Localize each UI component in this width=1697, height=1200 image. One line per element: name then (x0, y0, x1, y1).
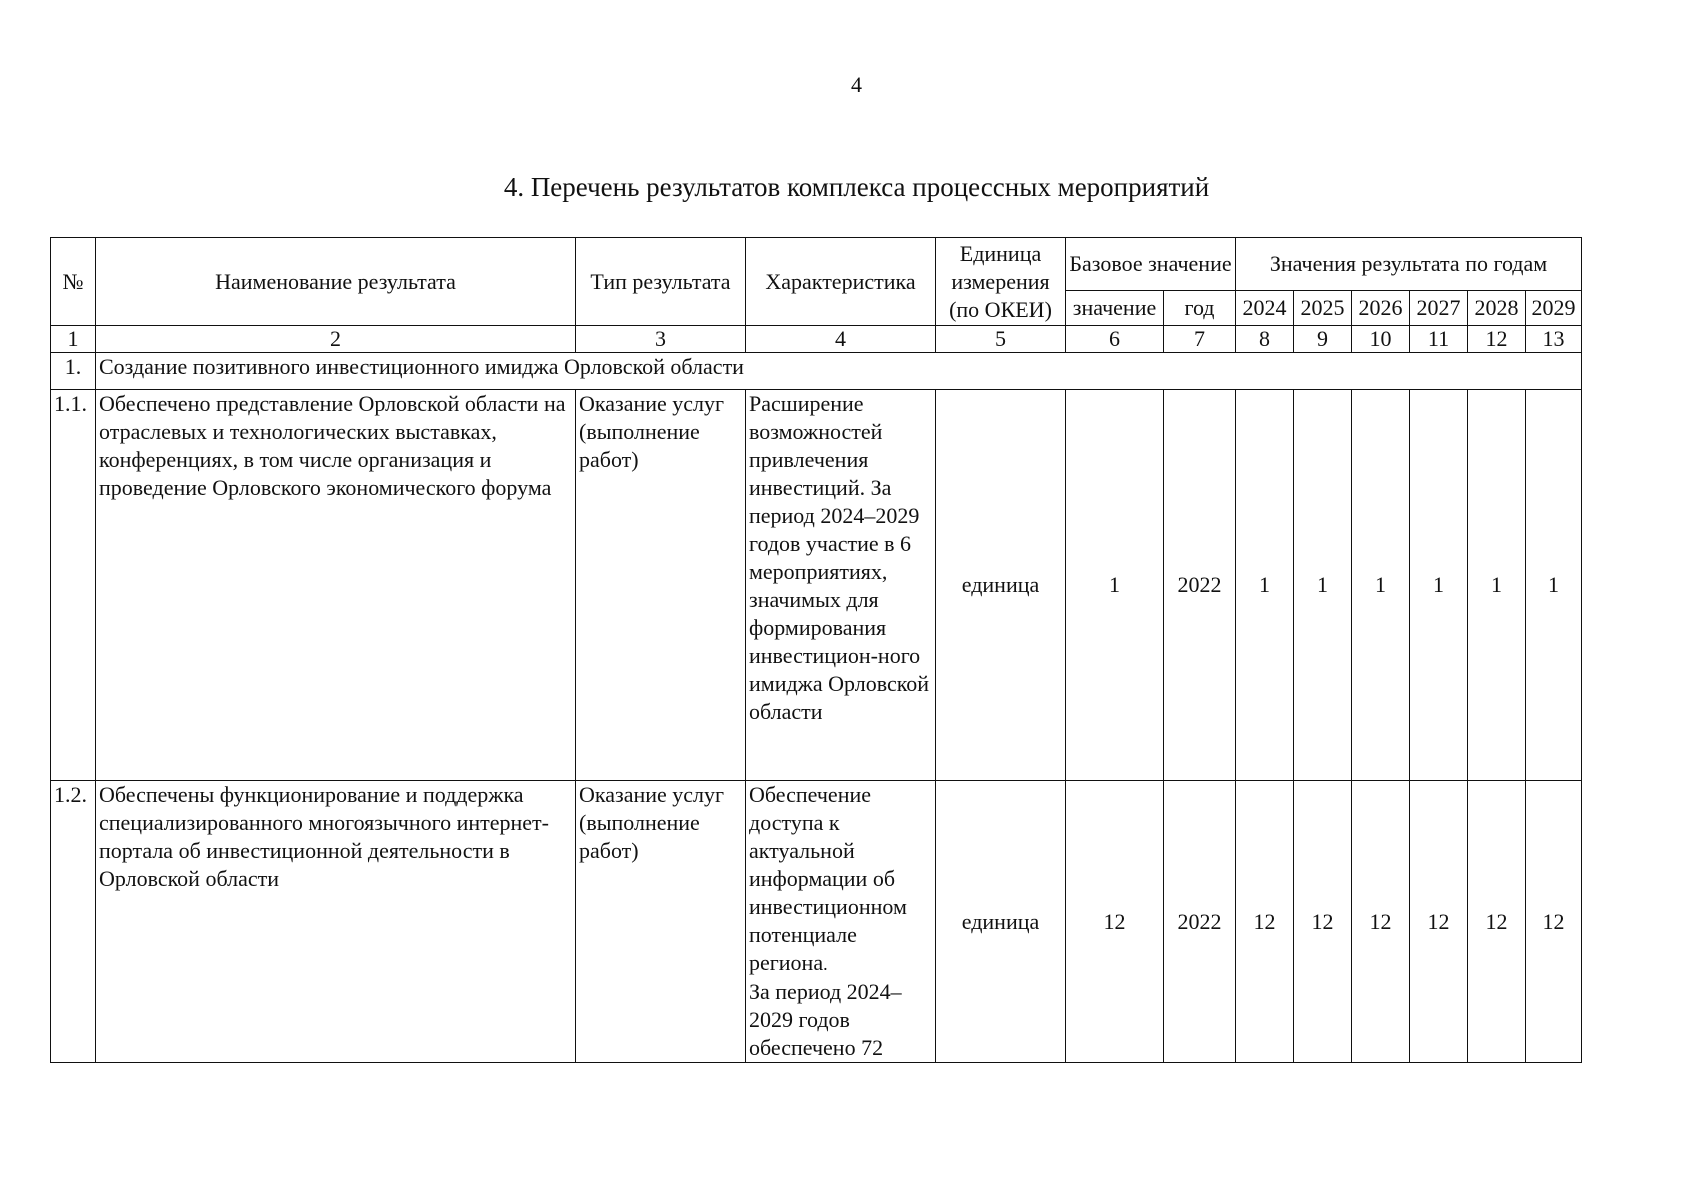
header-name: Наименование результата (96, 238, 576, 326)
row-number: 1.1. (51, 390, 96, 781)
column-number: 11 (1410, 326, 1468, 353)
header-base-year: год (1164, 291, 1236, 326)
header-year: 2024 (1236, 291, 1294, 326)
characteristic-text: Обеспечение доступа к актуальной информации об инвестиционном потенциале региона (749, 782, 907, 975)
characteristic-text: За период 2024–2029 годов обеспечено 72 (749, 979, 902, 1060)
section-row (51, 353, 1582, 390)
column-number: 7 (1164, 326, 1236, 353)
year-value-cell: 12 (1410, 781, 1468, 1063)
column-number: 4 (746, 326, 936, 353)
column-number: 2 (96, 326, 576, 353)
table-row (51, 781, 1582, 1063)
base-year-cell: 2022 (1164, 390, 1236, 781)
page-number: 4 (851, 72, 862, 97)
unit-cell: единица (936, 781, 1066, 1063)
header-year: 2025 (1294, 291, 1352, 326)
header-base: Базовое значение (1066, 238, 1236, 291)
result-characteristic: Расширение возможностей привлечения инвестиций. За период 2024–2029 годов участие в 6 мероприятиях, значимых для формирования инвестицион-ного имиджа Орловской области (746, 390, 936, 781)
table-row (51, 390, 1582, 781)
result-type: Оказание услуг (выполнение работ) (576, 781, 746, 1063)
year-value-cell: 1 (1352, 390, 1410, 781)
year-value-cell: 12 (1526, 781, 1582, 1063)
year-value-cell: 12 (1294, 781, 1352, 1063)
header-year: 2026 (1352, 291, 1410, 326)
year-value-cell: 12 (1468, 781, 1526, 1063)
header-by-years: Значения результата по годам (1236, 238, 1582, 291)
header-base-value: значение (1066, 291, 1164, 326)
characteristic-period: . (823, 954, 828, 974)
section-number: 1. (51, 353, 96, 390)
column-number: 3 (576, 326, 746, 353)
column-number: 1 (51, 326, 96, 353)
year-value-cell: 1 (1468, 390, 1526, 781)
result-characteristic (746, 781, 936, 1063)
year-value-cell: 1 (1526, 390, 1582, 781)
year-value-cell: 1 (1236, 390, 1294, 781)
column-number: 8 (1236, 326, 1294, 353)
header-year: 2028 (1468, 291, 1526, 326)
result-name: Обеспечено представление Орловской области на отраслевых и технологических выставках, конференциях, в том числе организация и проведение Орловского экономического форума (96, 390, 576, 781)
header-number: № (51, 238, 96, 326)
unit-cell: единица (936, 390, 1066, 781)
column-number-row (51, 326, 1582, 353)
result-name: Обеспечены функционирование и поддержка специализированного многоязычного интернет-портала об инвестиционной деятельности в Орловской области (96, 781, 576, 1063)
row-number: 1.2. (51, 781, 96, 1063)
header-year: 2027 (1410, 291, 1468, 326)
base-value-cell: 1 (1066, 390, 1164, 781)
column-number: 12 (1468, 326, 1526, 353)
document-title: 4. Перечень результатов комплекса процессных мероприятий (503, 172, 1210, 202)
year-value-cell: 12 (1236, 781, 1294, 1063)
column-number: 10 (1352, 326, 1410, 353)
base-year-cell: 2022 (1164, 781, 1236, 1063)
column-number: 6 (1066, 326, 1164, 353)
year-value-cell: 1 (1410, 390, 1468, 781)
column-number: 13 (1526, 326, 1582, 353)
column-number: 5 (936, 326, 1066, 353)
header-type: Тип результата (576, 238, 746, 326)
base-value-cell: 12 (1066, 781, 1164, 1063)
section-title: Создание позитивного инвестиционного имиджа Орловской области (96, 353, 1582, 390)
column-number: 9 (1294, 326, 1352, 353)
header-year: 2029 (1526, 291, 1582, 326)
result-type: Оказание услуг (выполнение работ) (576, 390, 746, 781)
results-table (50, 237, 1582, 1063)
header-characteristic: Характеристика (746, 238, 936, 326)
year-value-cell: 1 (1294, 390, 1352, 781)
header-unit: Единица измерения (по ОКЕИ) (936, 238, 1066, 326)
year-value-cell: 12 (1352, 781, 1410, 1063)
